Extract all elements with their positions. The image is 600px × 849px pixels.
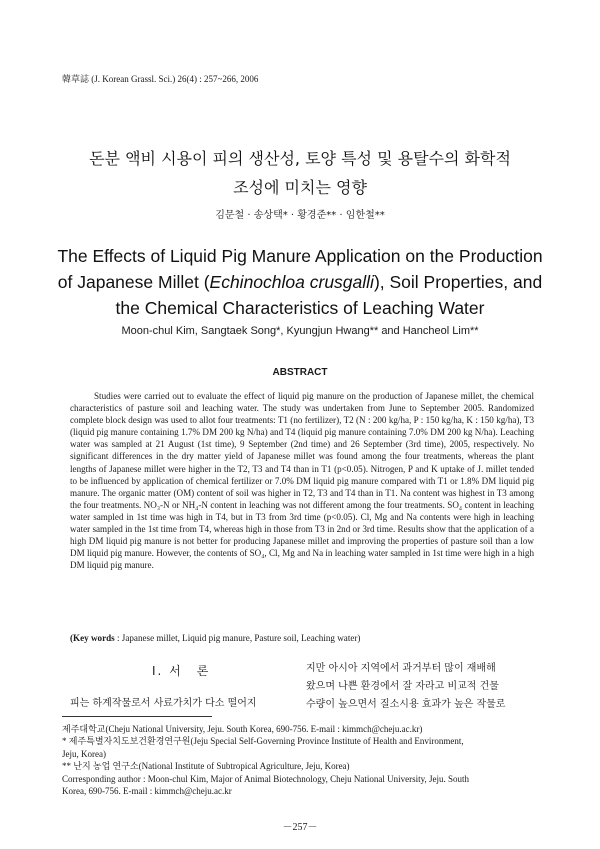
footnote-corresponding-author: Corresponding author : Moon-chul Kim, Major of Animal Biotechnology, Cheju National University, Jeju. South: [62, 773, 470, 784]
page-number: －257－: [282, 822, 318, 833]
footnote-affiliation: Jeju, Korea): [62, 748, 106, 759]
journal-reference: 韓草誌 (J. Korean Grassl. Sci.) 26(4) : 257~266, 2006: [62, 74, 259, 84]
footnote-divider: [62, 716, 212, 717]
english-title-line-2-pre: of Japanese Millet (: [57, 272, 210, 292]
intro-right-line: 지만 아시아 지역에서 과거부터 많이 재배해: [306, 663, 496, 674]
intro-left-column-text: 피는 하계작물로서 사료가치가 다소 떨어지: [70, 698, 257, 709]
footnote-affiliation: * 제주특별자치도보건환경연구원(Jeju Special Self-Governing Province Institute of Health and Environment,: [62, 736, 464, 747]
english-authors: Moon-chul Kim, Sangtaek Song*, Kyungjun Hwang** and Hancheol Lim**: [121, 325, 479, 337]
intro-right-column: [306, 660, 538, 714]
keywords-label: (Key words: [70, 633, 115, 643]
intro-right-line: 왔으며 나쁜 환경에서 잘 자라고 비교적 건물: [306, 681, 499, 692]
korean-title-line-2: 조성에 미치는 영향: [233, 178, 367, 197]
keywords-text: : Japanese millet, Liquid pig manure, Pasture soil, Leaching water): [114, 633, 361, 643]
korean-authors: 김문철 · 송상택* · 황경준** · 임한철**: [215, 210, 385, 221]
footnote-affiliation: ** 난지 농업 연구소(National Institute of Subtropical Agriculture, Jeju, Korea): [62, 761, 350, 772]
english-title-line-1: The Effects of Liquid Pig Manure Application on the Production: [57, 246, 543, 266]
keywords: [70, 633, 540, 643]
abstract-heading: ABSTRACT: [272, 367, 328, 378]
section-heading-introduction: Ⅰ. 서 론: [152, 664, 211, 678]
english-title-line-3: the Chemical Characteristics of Leaching Water: [115, 298, 485, 318]
korean-title-line-1: 돈분 액비 시용이 피의 생산성, 토양 특성 및 용탈수의 화학적: [89, 149, 511, 168]
footnotes: [62, 723, 540, 797]
abstract-body: Studies were carried out to evaluate the effect of liquid pig manure on the production of Japanese millet, the chemical characteristics of pasture soil and leaching water. The study was undertaken from June to September 2005. Randomized complete block design was used to allot four treatments: T1 (no fertilizer), T2 (N : 200 kg/ha, P : 150 kg/ha, K : 150 kg/ha), T3 (liquid pig manure containing 1.7% DM 200 kg N/ha) and T4 (liquid pig manure containing 7.0% DM 200 kg N/ha). Leaching water was sampled at 21 August (1st time), 9 September (2nd time) and 26 September (3rd time), 2005, respectively. No significant differences in the dry matter yield of Japanese millet was found among the four treatments, whereas the plant lengths of Japanese millet were higher in the T2, T3 and T4 than in T1 (p<0.05). Nitrogen, P and K uptake of J. millet tended to be influenced by application of chemical fertilizer or 7.0% DM liquid pig manure compared with T1 or 1.8% DM liquid pig manure. The organic matter (OM) content of soil was higher in T2, T3 and T4 than in T1. Na content was highest in T3 among the four treatments. NO₃-N or NH₄-N content in leaching was not different among the four treatments. SO₄ content in leaching water sampled in 1st time was high in T4, but in T3 from 3rd time (p<0.05). Cl, Mg and Na contents were high in leaching water sampled in the 1st time from T4, whereas high in those from T3 in 2nd or 3rd time. Results show that the application of a high DM liquid pig manure is not better for producing Japanese millet and improving the properties of pasture soil than a low DM liquid pig manure. However, the contents of SO₄, Cl, Mg and Na in leaching water sampled in 1st time were high in a high DM liquid pig manure.: [70, 391, 534, 571]
species-name: Echinochloa crusgalli: [209, 272, 374, 292]
english-title-line-2-post: ), Soil Properties, and: [373, 272, 543, 292]
intro-right-line: 수량이 높으면서 질소시용 효과가 높은 작물로: [306, 699, 506, 710]
english-title-line-2: [0, 272, 600, 293]
footnote-corresponding-author: Korea, 690-756. E-mail : kimmch@cheju.ac.kr: [62, 786, 232, 797]
footnote-affiliation: 제주대학교(Cheju National University, Jeju. South Korea, 690-756. E-mail : kimmch@cheju.ac.kr): [62, 724, 423, 734]
